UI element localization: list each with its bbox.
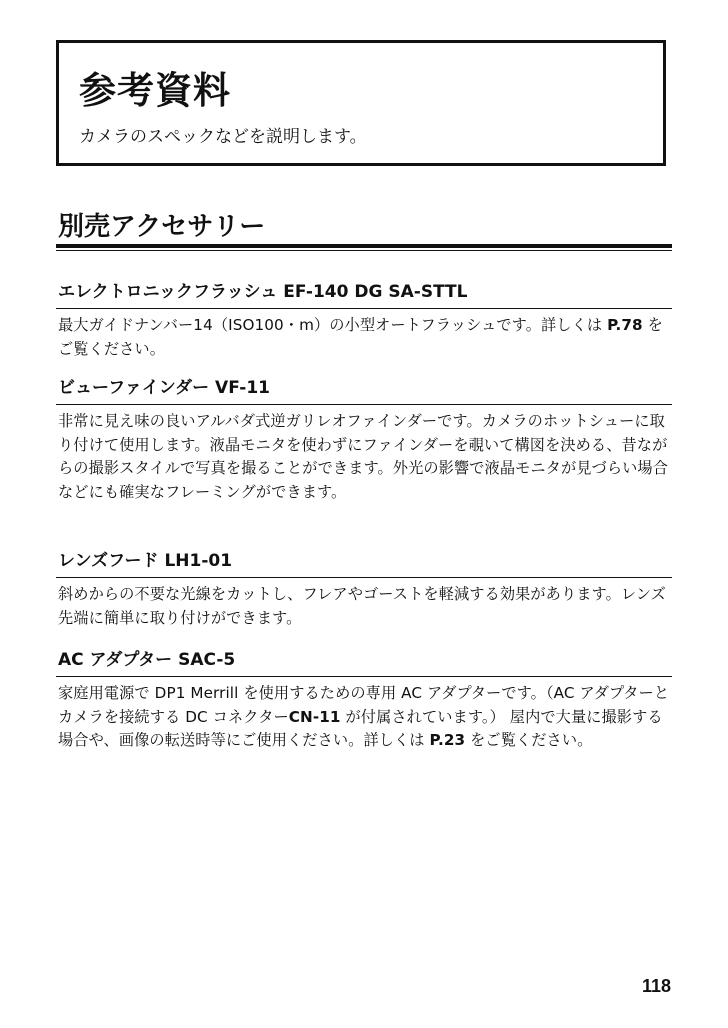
- item-body: 斜めからの不要な光線をカットし、フレアやゴーストを軽減する効果があります。レンズ先端に簡単に取り付けができます。: [58, 585, 666, 627]
- item-rule: [56, 308, 672, 309]
- body-text: が付属されています。） 屋内で大量に撮影する場合や、画像の転送時等にご使用ください。詳しくは: [58, 707, 663, 749]
- item-title: エレクトロニックフラッシュ EF-140 DG SA-STTL: [58, 282, 468, 302]
- page-number: 118: [641, 976, 671, 996]
- page-reference: P.78: [607, 316, 643, 334]
- section-rule-thin: [56, 250, 672, 251]
- item-title: ビューファインダー VF-11: [58, 378, 271, 398]
- chapter-subtitle: カメラのスペックなどを説明します。: [79, 127, 367, 147]
- section-rule: [56, 244, 672, 248]
- connector-model: CN-11: [288, 707, 341, 726]
- body-text: をご覧ください。: [58, 316, 663, 358]
- accessory-flash: [56, 279, 672, 361]
- chapter-header-box: [56, 40, 666, 166]
- item-body: 非常に見え味の良いアルバダ式逆ガリレオファインダーです。カメラのホットシューに取り付けて使用します。液晶モニタを使わずにファインダーを覗いて構図を決める、昔ながらの撮影スタイルで写真を撮ることができます。外光の影響で液晶モニタが見づらい場合などにも確実なフレーミングができます。: [58, 412, 668, 501]
- item-title: レンズフード LH1-01: [58, 551, 233, 571]
- item-body: [56, 314, 672, 361]
- item-rule: [56, 676, 672, 677]
- accessory-viewfinder: [56, 375, 672, 504]
- page-reference: P.23: [429, 731, 466, 749]
- item-body: [56, 682, 672, 753]
- item-rule: [56, 404, 672, 405]
- body-text: 家庭用電源で DP1 Merrill を使用するための専用 AC アダプターです。（AC アダプターとカメラを接続する DC コネクター: [58, 684, 670, 726]
- accessory-lens-hood: [56, 548, 672, 630]
- item-title: AC アダプター SAC-5: [58, 650, 236, 670]
- item-rule: [56, 577, 672, 578]
- section-heading: 別売アクセサリー: [58, 212, 266, 242]
- chapter-title: 参考資料: [79, 69, 231, 112]
- body-text: 最大ガイドナンバー14（ISO100・m）の小型オートフラッシュです。詳しくは: [58, 316, 608, 334]
- body-text: をご覧ください。: [465, 731, 593, 749]
- accessory-ac-adapter: [56, 647, 672, 753]
